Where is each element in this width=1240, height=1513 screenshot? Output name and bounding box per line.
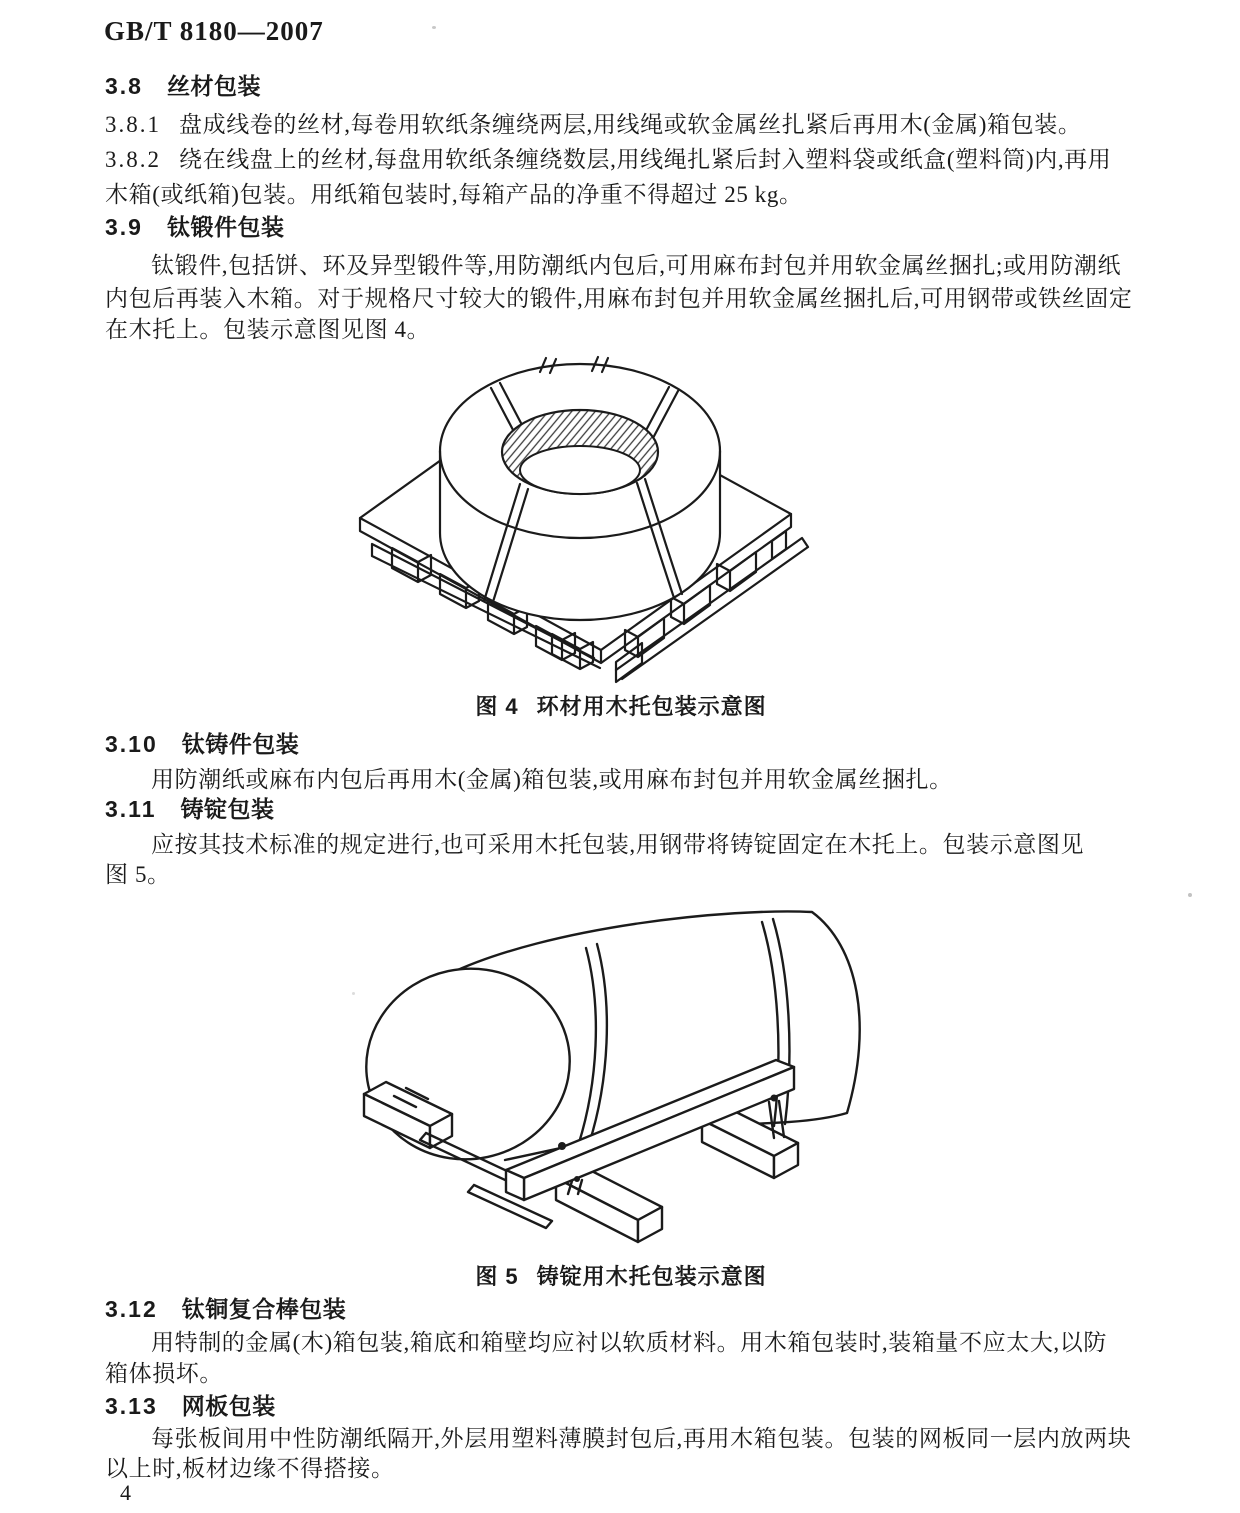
figure-5-caption	[105, 1260, 1137, 1291]
paragraph-line: 箱体损坏。	[105, 1361, 223, 1386]
paragraph-line: 木箱(或纸箱)包装。用纸箱包装时,每箱产品的净重不得超过 25 kg。	[105, 182, 803, 207]
figure-4-illustration	[354, 352, 859, 689]
figure-caption-text: 环材用木托包装示意图	[536, 694, 767, 719]
page-number: 4	[120, 1480, 131, 1505]
section-heading-3-10	[105, 726, 299, 759]
paragraph-line: 钛锻件,包括饼、环及异型锻件等,用防潮纸内包后,可用麻布封包并用软金属丝捆扎;或用防潮纸	[151, 253, 1122, 278]
standard-number-header: GB/T 8180—2007	[104, 16, 324, 46]
figure-label: 图 4	[475, 694, 519, 719]
section-heading-3-9	[105, 209, 284, 242]
section-heading-3-8	[105, 68, 261, 101]
paragraph-line: 内包后再装入木箱。对于规格尺寸较大的锻件,用麻布封包并用软金属丝捆扎后,可用钢带或铁丝固定	[105, 286, 1133, 311]
scan-speck	[352, 992, 355, 995]
section-heading-3-12	[105, 1291, 346, 1324]
hole-inner-wall	[520, 446, 640, 494]
paragraph-line: 用防潮纸或麻布内包后再用木(金属)箱包装,或用麻布封包并用软金属丝捆扎。	[151, 767, 953, 792]
clause-title: 铸锭包装	[180, 796, 275, 822]
scan-speck	[432, 26, 436, 29]
scan-speck	[1188, 893, 1192, 897]
clause-number: 3.13	[105, 1393, 158, 1419]
clause-number: 3.8	[105, 73, 143, 99]
clause-title: 网板包装	[181, 1393, 276, 1419]
ring-coil	[440, 357, 720, 620]
clause-number: 3.8.2	[105, 147, 161, 172]
clause-text: 盘成线卷的丝材,每卷用软纸条缠绕两层,用线绳或软金属丝扎紧后再用木(金属)箱包装。	[179, 112, 1082, 137]
figure-label: 图 5	[475, 1264, 519, 1289]
clause-title: 钛锻件包装	[166, 214, 285, 240]
paragraph-line: 每张板间用中性防潮纸隔开,外层用塑料薄膜封包后,再用木箱包装。包装的网板同一层内放两块	[151, 1426, 1132, 1451]
clause-title: 丝材包装	[166, 73, 261, 99]
clause-number: 3.11	[105, 796, 157, 822]
clause-number: 3.12	[105, 1296, 158, 1322]
clause-text: 绕在线盘上的丝材,每盘用软纸条缠绕数层,用线绳扎紧后封入塑料袋或纸盒(塑料筒)内,再用	[179, 147, 1112, 172]
clause-title: 钛铸件包装	[181, 731, 300, 757]
paragraph-line	[105, 106, 1140, 139]
figure-5-illustration	[350, 888, 910, 1257]
paragraph-line: 在木托上。包装示意图见图 4。	[105, 317, 431, 342]
figure-caption-text: 铸锭用木托包装示意图	[536, 1264, 767, 1289]
section-heading-3-11	[105, 791, 275, 824]
clause-number: 3.9	[105, 214, 143, 240]
clause-number: 3.8.1	[105, 112, 161, 137]
paragraph-line: 应按其技术标准的规定进行,也可采用木托包装,用钢带将铸锭固定在木托上。包装示意图见	[151, 832, 1085, 857]
figure-4-caption	[105, 690, 1137, 721]
paragraph-line	[105, 141, 1140, 174]
section-heading-3-13	[105, 1388, 276, 1421]
clause-number: 3.10	[105, 731, 158, 757]
paragraph-line: 以上时,板材边缘不得搭接。	[105, 1456, 395, 1481]
paragraph-line: 图 5。	[105, 862, 171, 887]
paragraph-line: 用特制的金属(木)箱包装,箱底和箱壁均应衬以软质材料。用木箱包装时,装箱量不应太大,以防	[151, 1330, 1107, 1355]
clause-title: 钛铜复合棒包装	[181, 1296, 347, 1322]
